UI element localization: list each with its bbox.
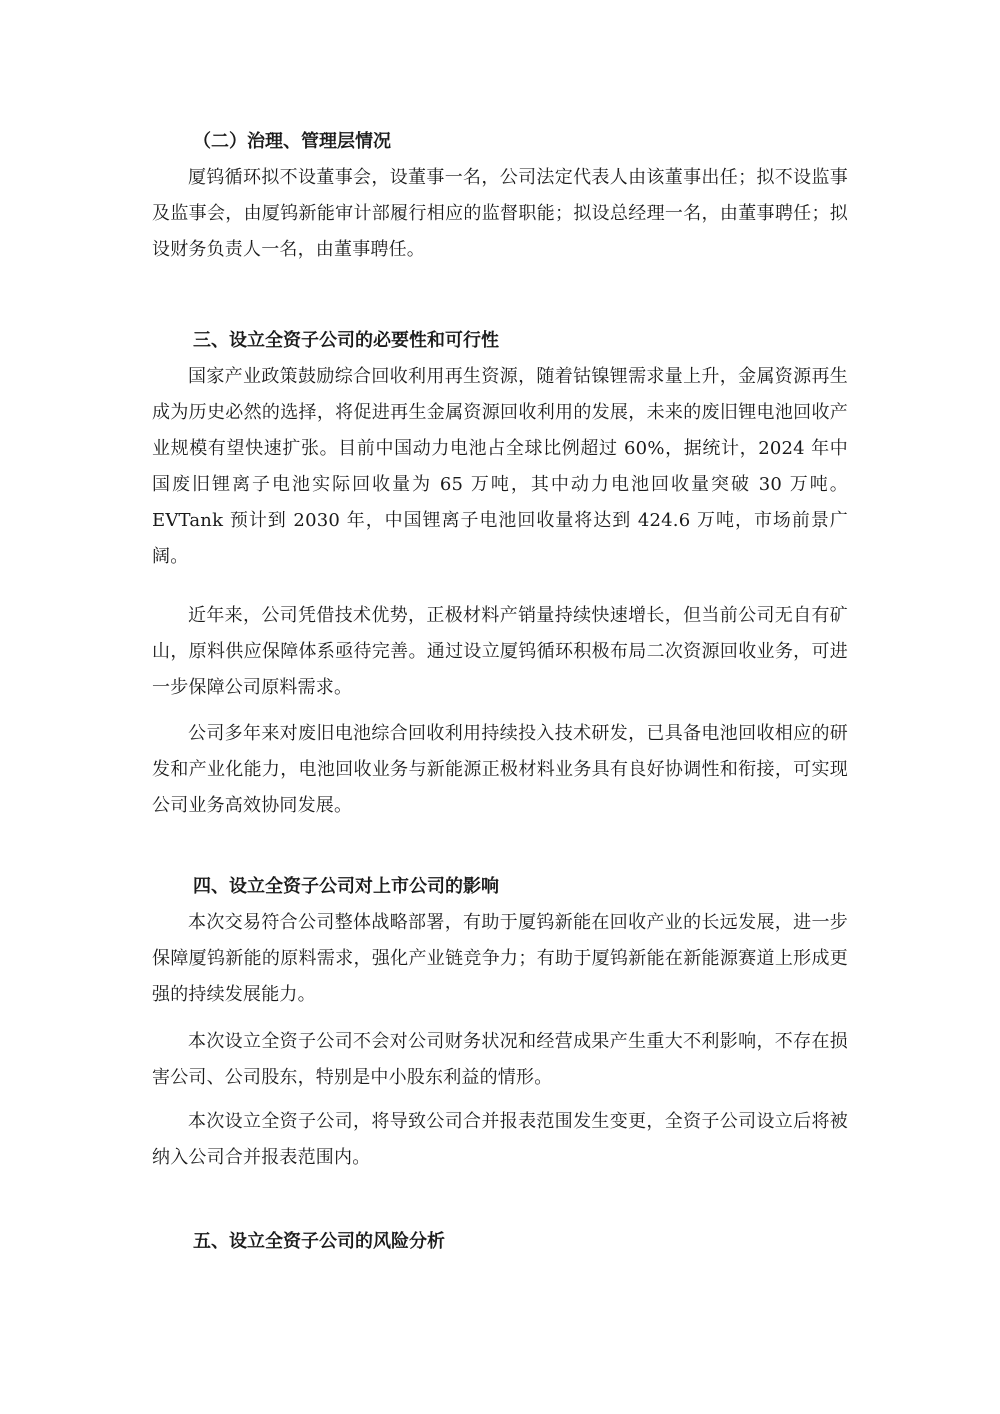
section-heading-impact: 四、设立全资子公司对上市公司的影响 (193, 876, 499, 897)
section-heading-governance: （二）治理、管理层情况 (193, 131, 391, 152)
paragraph-consolidation-scope: 本次设立全资子公司，将导致公司合并报表范围发生变更，全资子公司设立后将被纳入公司合并报表范围内。 (152, 1111, 848, 1168)
paragraph-strategy: 本次交易符合公司整体战略部署，有助于厦钨新能在回收产业的长远发展，进一步保障厦钨新能的原料需求，强化产业链竞争力；有助于厦钨新能在新能源赛道上形成更强的持续发展能力。 (152, 912, 848, 1005)
section-heading-risk: 五、设立全资子公司的风险分析 (193, 1231, 445, 1252)
paragraph-raw-material: 近年来，公司凭借技术优势，正极材料产销量持续快速增长，但当前公司无自有矿山，原料供应保障体系亟待完善。通过设立厦钨循环积极布局二次资源回收业务，可进一步保障公司原料需求。 (152, 605, 848, 698)
paragraph-no-adverse-impact: 本次设立全资子公司不会对公司财务状况和经营成果产生重大不利影响，不存在损害公司、公司股东，特别是中小股东利益的情形。 (152, 1031, 848, 1088)
paragraph-governance: 厦钨循环拟不设董事会，设董事一名，公司法定代表人由该董事出任；拟不设监事及监事会，由厦钨新能审计部履行相应的监督职能；拟设总经理一名，由董事聘任；拟设财务负责人一名，由董事聘任。 (152, 167, 848, 260)
paragraph-rnd-capability: 公司多年来对废旧电池综合回收利用持续投入技术研发，已具备电池回收相应的研发和产业化能力，电池回收业务与新能源正极材料业务具有良好协调性和衔接，可实现公司业务高效协同发展。 (152, 723, 848, 816)
section-heading-necessity: 三、设立全资子公司的必要性和可行性 (193, 330, 499, 351)
paragraph-industry-policy: 国家产业政策鼓励综合回收利用再生资源，随着钴镍锂需求量上升，金属资源再生成为历史必然的选择，将促进再生金属资源回收利用的发展，未来的废旧锂电池回收产业规模有望快速扩张。目前中国动力电池占全球比例超过 60%，据统计，2024 年中国废旧锂离子电池实际回收量为 65 万吨，其中动力电池回收量突破 30 万吨。EVTank 预计到 2030 年，中国锂离子电池回收量将达到 424.6 万吨，市场前景广阔。 (152, 366, 848, 567)
